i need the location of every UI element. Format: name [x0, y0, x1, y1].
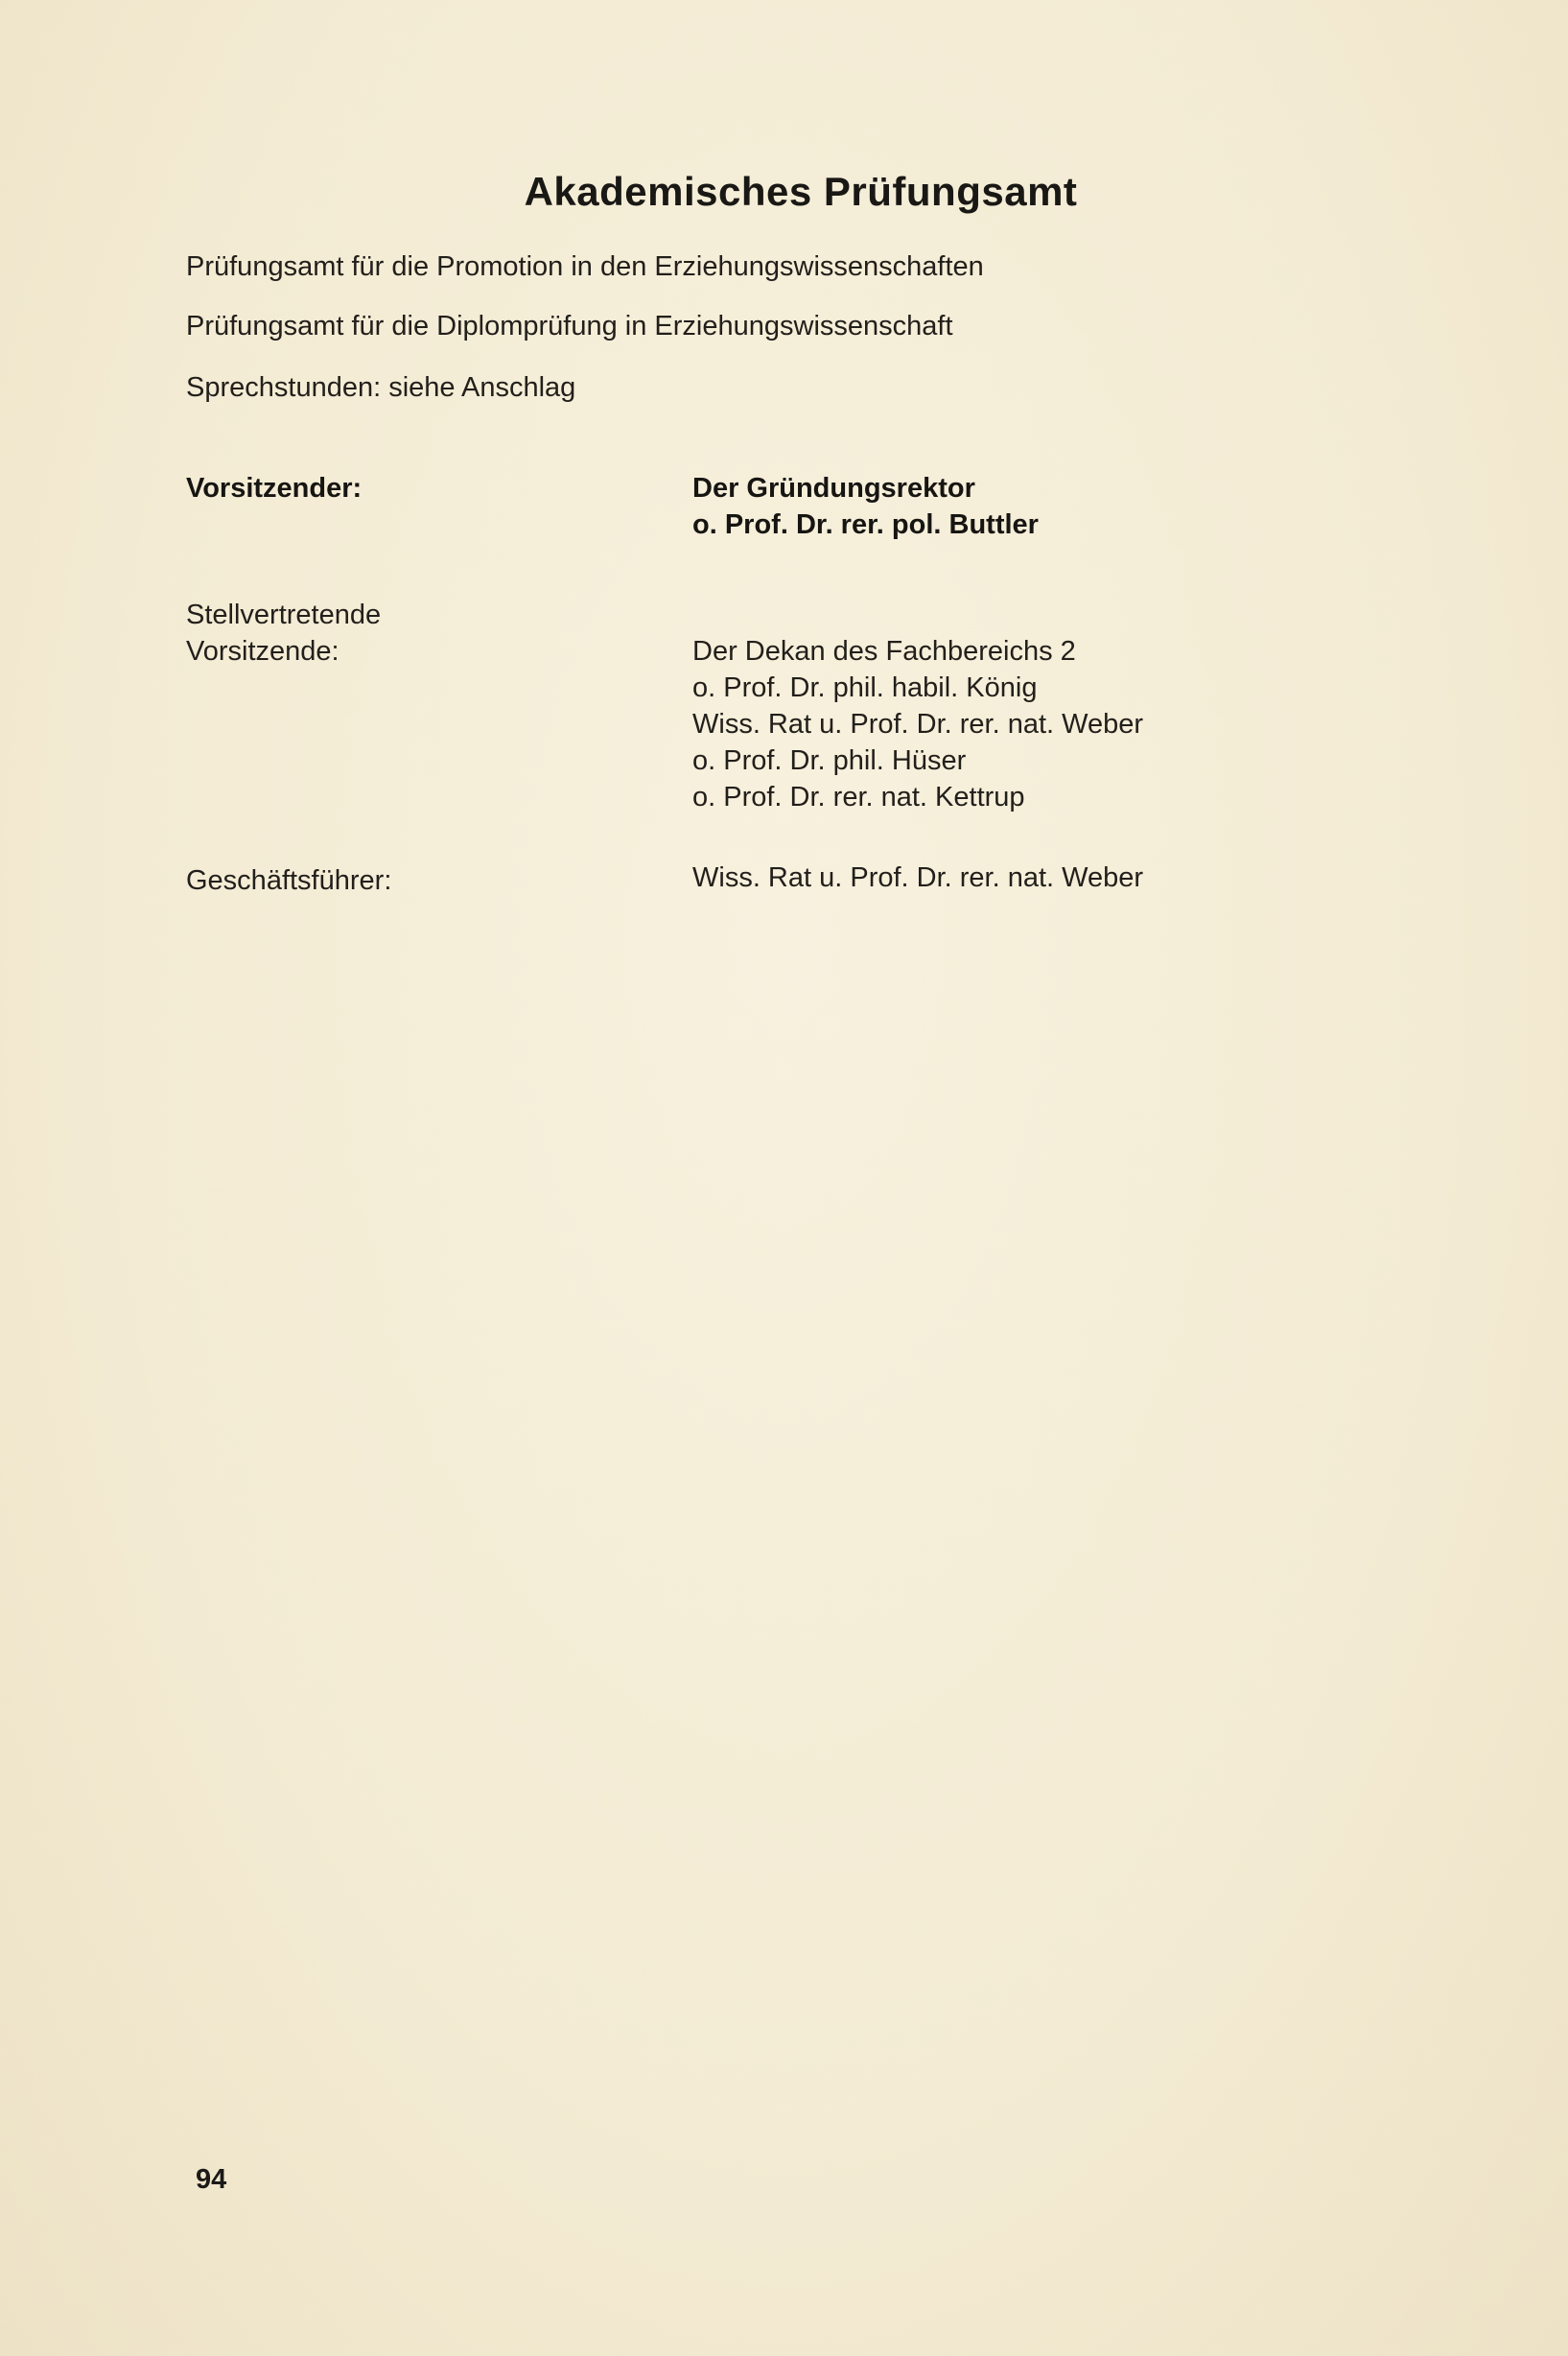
stellvertretende-line: o. Prof. Dr. phil. Hüser — [692, 745, 967, 776]
intro-line-promotion: Prüfungsamt für die Promotion in den Erziehungswissenschaften — [186, 251, 984, 282]
vorsitzender-line: o. Prof. Dr. rer. pol. Buttler — [692, 509, 1039, 540]
stellvertretende-label — [186, 597, 381, 670]
stellvertretende-label-line: Vorsitzende: — [186, 636, 339, 667]
vorsitzender-label: Vorsitzender: — [186, 473, 363, 504]
stellvertretende-line: Wiss. Rat u. Prof. Dr. rer. nat. Weber — [692, 709, 1144, 740]
geschaeftsfuehrer-value: Wiss. Rat u. Prof. Dr. rer. nat. Weber — [692, 862, 1144, 893]
stellvertretende-line: Der Dekan des Fachbereichs 2 — [692, 636, 1076, 667]
vorsitzender-line: Der Gründungsrektor — [692, 473, 975, 504]
intro-line-sprechstunden: Sprechstunden: siehe Anschlag — [186, 372, 576, 403]
page-number: 94 — [196, 2164, 227, 2195]
page-title: Akademisches Prüfungsamt — [524, 169, 1078, 214]
stellvertretende-line: o. Prof. Dr. phil. habil. König — [692, 672, 1038, 703]
intro-line-diplom: Prüfungsamt für die Diplomprüfung in Erziehungswissenschaft — [186, 311, 953, 342]
stellvertretende-values — [692, 633, 1143, 815]
stellvertretende-line: o. Prof. Dr. rer. nat. Kettrup — [692, 782, 1025, 813]
vorsitzender-values — [692, 470, 1039, 543]
geschaeftsfuehrer-label: Geschäftsführer: — [186, 865, 392, 896]
stellvertretende-label-line: Stellvertretende — [186, 600, 382, 630]
